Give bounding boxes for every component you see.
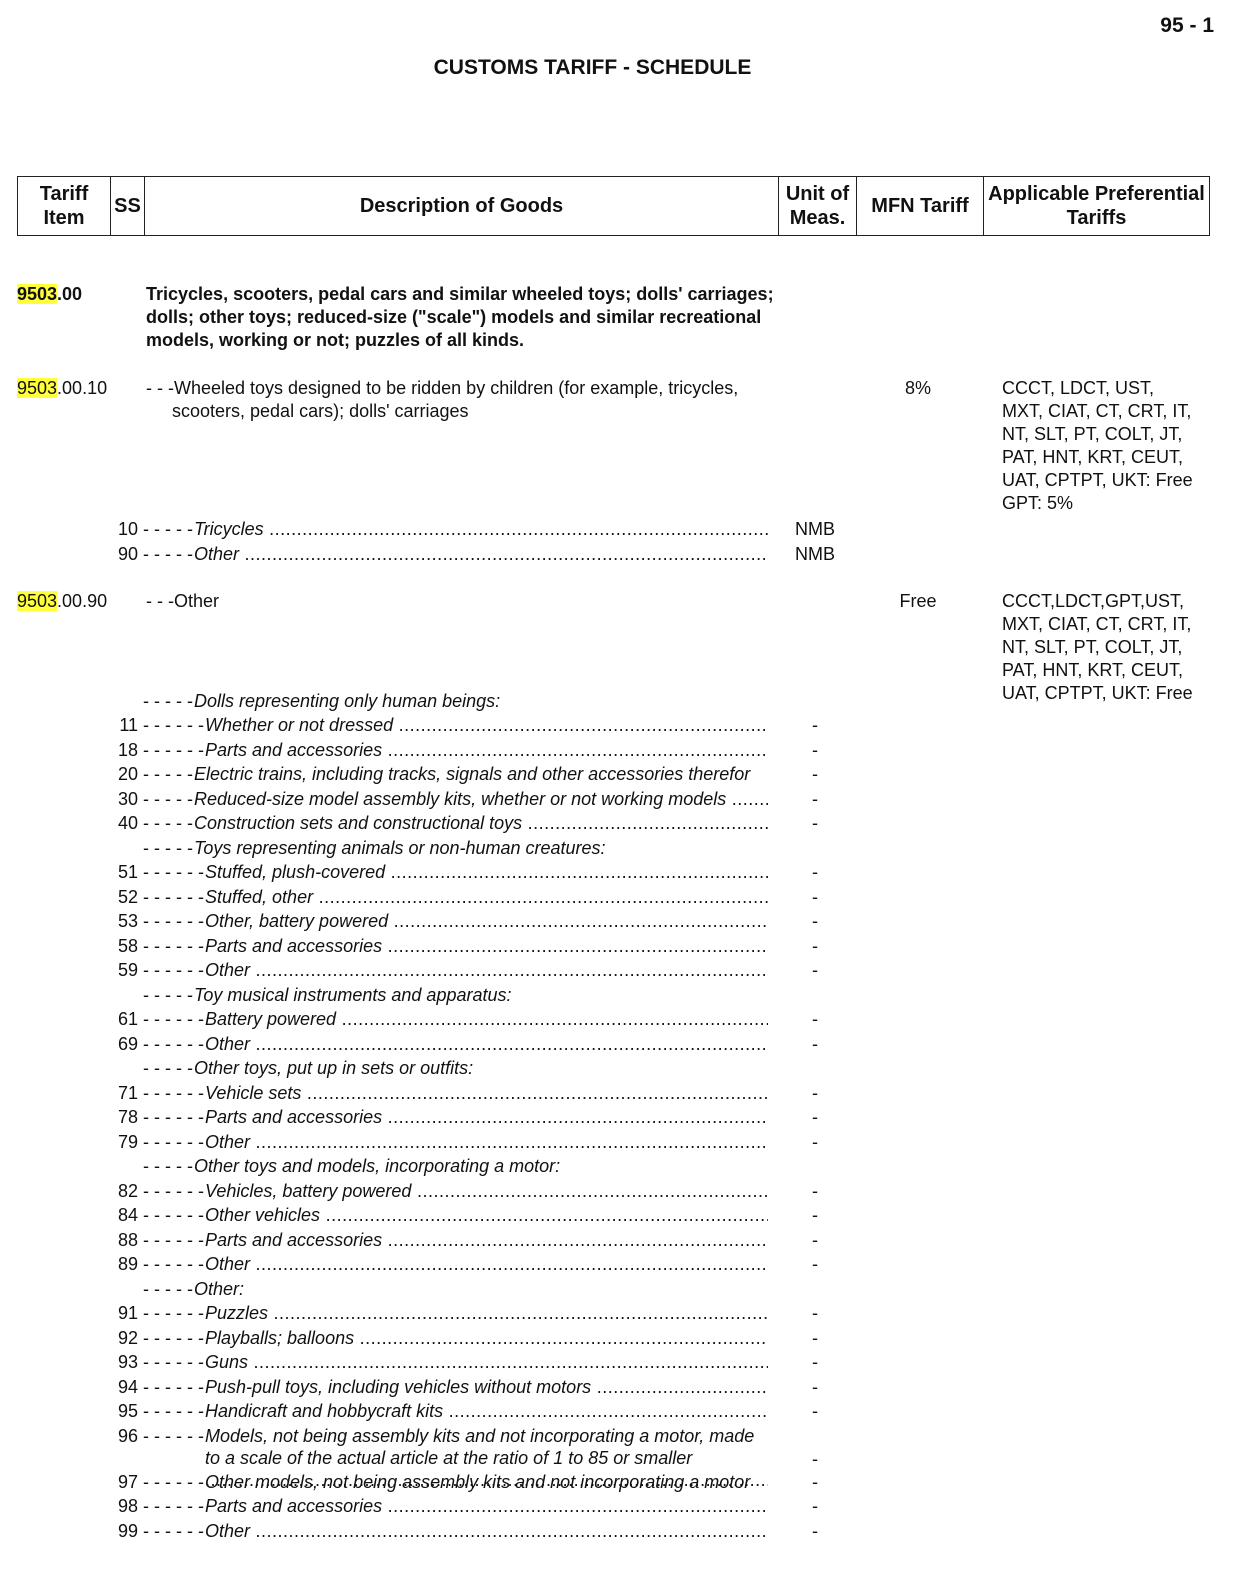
indent-dashes: - - - - - - [143, 1107, 204, 1127]
ss-code: 97 [117, 1471, 138, 1492]
indent-dashes: - - - - - - [143, 1009, 204, 1029]
table-row [110, 1350, 830, 1375]
indent-dashes: - - - - - - [143, 911, 204, 931]
indent-dashes: - - - - - - [143, 1082, 204, 1103]
table-row [110, 762, 830, 787]
tariff-code [17, 377, 107, 400]
spacer-row [110, 615, 830, 640]
table-row [110, 1179, 830, 1204]
unit-of-measure: - [812, 1033, 818, 1054]
tariff-code [17, 590, 107, 613]
row-description: Stuffed, plush-covered ..... [205, 860, 768, 885]
pref-line: MXT, CIAT, CT, CRT, IT, [1002, 401, 1192, 421]
indent-dashes: - - - - - - [143, 862, 204, 882]
row-description: Other ..... [205, 958, 768, 983]
subheading-row [110, 1056, 830, 1081]
row-description: Stuffed, other ..... [205, 885, 768, 910]
ss-code: 79 [117, 1131, 138, 1152]
row-description: Other vehicles ..... [205, 1203, 768, 1228]
table-row [110, 958, 830, 983]
indent-dashes: - - - - - - [143, 715, 204, 735]
unit-of-measure: - [812, 1009, 818, 1029]
row-description: Other ..... [194, 542, 768, 567]
table-row [110, 1203, 830, 1228]
unit-of-measure: - [812, 1352, 818, 1372]
row-description: Reduced-size model assembly kits, whether or not working models ..... [194, 787, 768, 812]
unit-of-measure: - [812, 1471, 818, 1492]
column-header-preferential: Applicable Preferential Tariffs [988, 183, 1205, 229]
pref-line: GPT: 5% [1002, 493, 1074, 513]
ss-code: 94 [117, 1376, 138, 1397]
ss-code: 96 [117, 1425, 138, 1446]
indent-dashes: - - - - - [143, 984, 193, 1005]
pref-line: NT, SLT, PT, COLT, JT, [1002, 424, 1183, 444]
subheading-text: Other toys, put up in sets or outfits: [194, 1058, 474, 1078]
table-row [110, 860, 830, 885]
subheading-text: Toy musical instruments and apparatus: [194, 984, 512, 1005]
subheading-row [110, 689, 830, 714]
ss-code: 58 [117, 935, 138, 956]
preferential-tariffs [1002, 590, 1202, 705]
spacer-row [110, 591, 830, 616]
column-header-row [17, 176, 1210, 236]
code-suffix: .00 [57, 284, 83, 304]
ss-code: 98 [117, 1496, 138, 1516]
unit-of-measure: - [812, 1448, 818, 1469]
item-description: - - -Wheeled toys designed to be ridden by children (for example, tricycles, scooters, pedal cars); dolls' carriages [146, 378, 739, 421]
table-row [110, 1424, 830, 1470]
indent-dashes: - - - - - [143, 813, 193, 833]
unit-of-measure: - [812, 1520, 818, 1541]
row-description: Guns ..... [205, 1350, 768, 1375]
ss-code: 88 [117, 1229, 138, 1250]
column-header-tariff-item: Tariff Item [18, 177, 111, 235]
indent-dashes: - - - - - - [143, 739, 204, 760]
unit-of-measure: - [812, 935, 818, 956]
column-header-unit: Unit of Meas. [779, 177, 857, 235]
row-description: Battery powered ..... [205, 1007, 768, 1032]
row-description: Whether or not dressed ..... [205, 713, 768, 738]
indent-dashes: - - - - - - [143, 1425, 204, 1446]
spacer-row [110, 566, 830, 591]
table-row [110, 1399, 830, 1424]
subheading-row [110, 836, 830, 861]
ss-code: 53 [117, 911, 138, 931]
code-highlight: 9503 [17, 378, 58, 398]
row-description: Construction sets and constructional toys ..... [194, 811, 768, 836]
ss-code: 90 [117, 543, 138, 564]
indent-dashes: - - - - - [143, 837, 193, 858]
indent-dashes: - - - - - - [143, 1376, 204, 1397]
unit-of-measure: - [812, 813, 818, 833]
subheading-text: Other: [194, 1278, 245, 1299]
row-description: Parts and accessories ..... [205, 738, 768, 763]
table-row [110, 1105, 830, 1130]
row-description: Puzzles ..... [205, 1301, 768, 1326]
indent-dashes: - - - - - - [143, 1254, 204, 1274]
table-row [110, 517, 835, 542]
ss-code: 40 [117, 813, 138, 833]
spacer-row [110, 640, 830, 665]
ss-code: 10 [117, 519, 138, 539]
column-header-ss: SS [111, 177, 145, 235]
table-row [110, 1326, 830, 1351]
mfn-rate: 8% [904, 378, 931, 398]
row-description: Parts and accessories ..... [205, 1105, 768, 1130]
subheading-row [110, 1154, 830, 1179]
document-title: CUSTOMS TARIFF - SCHEDULE [433, 56, 752, 79]
indent-dashes: - - - - - [143, 788, 193, 809]
table-row [110, 1519, 830, 1544]
unit-of-measure: - [812, 911, 818, 931]
ss-code: 95 [117, 1401, 138, 1421]
pref-line: CCCT,LDCT,GPT,UST, [1002, 591, 1185, 611]
table-row [110, 1032, 830, 1057]
indent-dashes: - - - - - - [143, 1131, 204, 1152]
row-description: Tricycles ..... [194, 517, 768, 542]
indent-dashes: - - - - - - [143, 1471, 204, 1492]
statistical-suffix-list [110, 517, 835, 1543]
row-description: Models, not being assembly kits and not incorporating a motor, made to a scale of the actual article at the ratio of 1 to 85 or smaller ..... [205, 1425, 768, 1491]
ss-code: 78 [117, 1107, 138, 1127]
pref-line: PAT, HNT, KRT, CEUT, [1002, 660, 1184, 680]
unit-of-measure: - [812, 715, 818, 735]
row-description: Other ..... [205, 1252, 768, 1277]
row-description: Parts and accessories ..... [205, 934, 768, 959]
pref-line: PAT, HNT, KRT, CEUT, [1002, 447, 1184, 467]
row-description: Parts and accessories ..... [205, 1228, 768, 1253]
indent-dashes: - - - - - - [143, 1180, 204, 1201]
ss-code: 99 [117, 1520, 138, 1541]
table-row [110, 1130, 830, 1155]
indent-dashes: - - - - - - [143, 1205, 204, 1225]
row-description: Vehicle sets ..... [205, 1081, 768, 1106]
row-description: Push-pull toys, including vehicles without motors ..... [205, 1375, 768, 1400]
table-row [110, 1375, 830, 1400]
table-row [110, 1252, 830, 1277]
unit-of-measure: - [812, 1327, 818, 1348]
table-row [110, 1007, 830, 1032]
ss-code: 20 [117, 764, 138, 784]
unit-of-measure: NMB [795, 519, 835, 539]
ss-code: 30 [117, 788, 138, 809]
table-row [110, 738, 830, 763]
indent-dashes: - - - - - [143, 543, 193, 564]
table-row [110, 713, 830, 738]
code-highlight: 9503 [17, 591, 58, 611]
row-description: Playballs; balloons ..... [205, 1326, 768, 1351]
unit-of-measure: - [812, 1376, 818, 1397]
ss-code: 59 [117, 960, 138, 980]
ss-code: 51 [117, 862, 138, 882]
row-description: Parts and accessories ..... [205, 1494, 768, 1519]
table-row [110, 1494, 830, 1519]
indent-dashes: - - - - - - [143, 935, 204, 956]
table-row [110, 1228, 830, 1253]
row-description: Other, battery powered ..... [205, 909, 768, 934]
row-description: Other ..... [205, 1519, 768, 1544]
indent-dashes: - - - - - [143, 519, 193, 539]
indent-dashes: - - - - - [143, 764, 193, 784]
table-row [110, 1081, 830, 1106]
indent-dashes: - - - - - - [143, 1327, 204, 1348]
unit-of-measure: - [812, 764, 818, 784]
ss-code: 61 [117, 1009, 138, 1029]
indent-dashes: - - - - - [143, 1058, 193, 1078]
preferential-tariffs [1002, 377, 1202, 515]
unit-of-measure: - [812, 1401, 818, 1421]
subheading-row [110, 983, 830, 1008]
ss-code: 93 [117, 1352, 138, 1372]
indent-dashes: - - - - - - [143, 1401, 204, 1421]
subheading-text: Dolls representing only human beings: [194, 690, 501, 711]
mfn-rate: Free [899, 591, 937, 611]
heading-tariff-code [17, 283, 82, 306]
unit-of-measure: NMB [795, 543, 835, 564]
ss-code: 84 [117, 1205, 138, 1225]
indent-dashes: - - - - - - [143, 1352, 204, 1372]
pref-line: NT, SLT, PT, COLT, JT, [1002, 637, 1183, 657]
subheading-text: Other toys and models, incorporating a motor: [194, 1156, 561, 1176]
ss-code: 11 [119, 715, 138, 735]
unit-of-measure: - [812, 739, 818, 760]
page-number: 95 - 1 [1160, 14, 1214, 37]
unit-of-measure: - [812, 1496, 818, 1516]
row-description: Other ..... [205, 1130, 768, 1155]
code-highlight: 9503 [17, 284, 58, 304]
subheading-text: Toys representing animals or non-human creatures: [194, 837, 606, 858]
column-header-description: Description of Goods [145, 177, 779, 235]
unit-of-measure: - [812, 960, 818, 980]
indent-dashes: - - - - - - [143, 1033, 204, 1054]
table-row [110, 909, 830, 934]
pref-line: CCCT, LDCT, UST, [1002, 378, 1155, 398]
ss-code: 52 [117, 886, 138, 907]
indent-dashes: - - - - - - [143, 1303, 204, 1323]
row-description: Handicraft and hobbycraft kits ..... [205, 1399, 768, 1424]
pref-line: UAT, CPTPT, UKT: Free [1002, 683, 1193, 703]
indent-dashes: - - - - - [143, 1156, 193, 1176]
table-row [110, 934, 830, 959]
unit-of-measure: - [812, 886, 818, 907]
unit-of-measure: - [812, 1180, 818, 1201]
pref-line: UAT, CPTPT, UKT: Free [1002, 470, 1193, 490]
table-row [110, 811, 830, 836]
unit-of-measure: - [812, 788, 818, 809]
row-description: Vehicles, battery powered ..... [205, 1179, 768, 1204]
code-suffix: .00.10 [57, 378, 108, 398]
ss-code: 89 [117, 1254, 138, 1274]
indent-dashes: - - - - - - [143, 886, 204, 907]
ss-code: 69 [117, 1033, 138, 1054]
indent-dashes: - - - - - - [143, 960, 204, 980]
spacer-row [110, 664, 830, 689]
column-header-mfn: MFN Tariff [857, 177, 984, 235]
item-description: - - -Other [146, 591, 220, 611]
indent-dashes: - - - - - [143, 690, 193, 711]
pref-line: MXT, CIAT, CT, CRT, IT, [1002, 614, 1192, 634]
ss-code: 18 [117, 739, 138, 760]
unit-of-measure: - [812, 1229, 818, 1250]
unit-of-measure: - [812, 1107, 818, 1127]
unit-of-measure: - [812, 862, 818, 882]
unit-of-measure: - [812, 1254, 818, 1274]
table-row [110, 787, 830, 812]
subheading-row [110, 1277, 830, 1302]
unit-of-measure: - [812, 1205, 818, 1225]
table-row [110, 1301, 830, 1326]
row-description: Electric trains, including tracks, signals and other accessories therefor [194, 764, 751, 784]
table-row [110, 1470, 830, 1495]
ss-code: 82 [117, 1180, 138, 1201]
unit-of-measure: - [812, 1082, 818, 1103]
indent-dashes: - - - - - - [143, 1496, 204, 1516]
unit-of-measure: - [812, 1303, 818, 1323]
row-description: Other models, not being assembly kits and not incorporating a motor [205, 1471, 751, 1492]
ss-code: 71 [117, 1082, 138, 1103]
indent-dashes: - - - - - - [143, 1520, 204, 1541]
ss-code: 91 [117, 1303, 138, 1323]
table-row [110, 885, 830, 910]
indent-dashes: - - - - - - [143, 1229, 204, 1250]
row-description: Other ..... [205, 1032, 768, 1057]
code-suffix: .00.90 [57, 591, 108, 611]
indent-dashes: - - - - - [143, 1278, 193, 1299]
table-row [110, 542, 835, 567]
heading-description: Tricycles, scooters, pedal cars and similar wheeled toys; dolls' carriages; dolls; other toys; reduced-size ("scale") models and similar recreational models, working or not; puzzles of all kinds. [146, 284, 774, 350]
unit-of-measure: - [812, 1131, 818, 1152]
ss-code: 92 [117, 1327, 138, 1348]
